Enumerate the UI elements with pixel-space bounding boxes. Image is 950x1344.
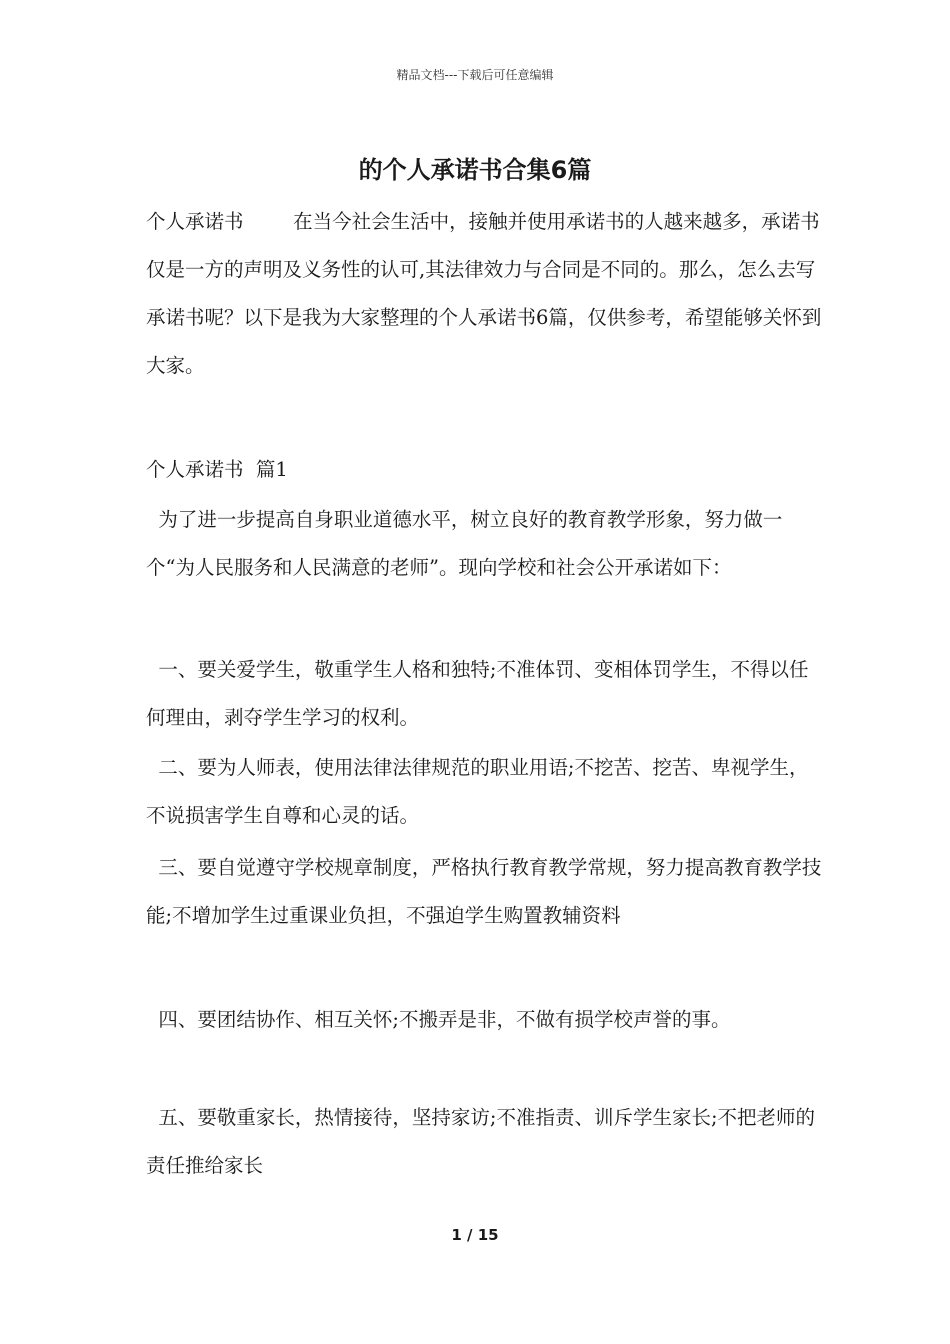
paragraph-item-2: 二、要为人师表，使用法律法律规范的职业用语;不挖苦、挖苦、卑视学生，不说损害学生自尊和心灵的话。	[146, 756, 809, 827]
page-number: 1 / 15	[451, 1226, 499, 1244]
paragraph-item-4: 四、要团结协作、相互关怀;不搬弄是非，不做有损学校声誉的事。	[146, 1008, 731, 1031]
paragraph-item-5: 五、要敬重家长，热情接待，坚持家访;不准指责、训斥学生家长;不把老师的责任推给家长	[146, 1106, 816, 1177]
paragraph-item-3: 三、要自觉遵守学校规章制度，严格执行教育教学常规，努力提高教育教学技能;不增加学生过重课业负担，不强迫学生购置教辅资料	[146, 856, 822, 927]
header-note: 精品文档---下载后可任意编辑	[396, 68, 554, 82]
paragraph-item-1: 一、要关爱学生，敬重学生人格和独特;不准体罚、变相体罚学生，不得以任何理由，剥夺学生学习的权利。	[146, 658, 809, 729]
section-heading: 个人承诺书 篇1	[146, 458, 288, 481]
document-title: 的个人承诺书合集6篇	[358, 156, 592, 184]
intro-paragraph: 个人承诺书 在当今社会生活中，接触并使用承诺书的人越来越多，承诺书仅是一方的声明及义务性的认可,其法律效力与合同是不同的。那么，怎么去写承诺书呢？以下是我为大家整理的个人承诺书6篇，仅供参考，希望能够关怀到大家。	[146, 210, 822, 377]
paragraph-preface: 为了进一步提高自身职业道德水平，树立良好的教育教学形象，努力做一个“为人民服务和人民满意的老师”。现向学校和社会公开承诺如下：	[146, 508, 783, 579]
